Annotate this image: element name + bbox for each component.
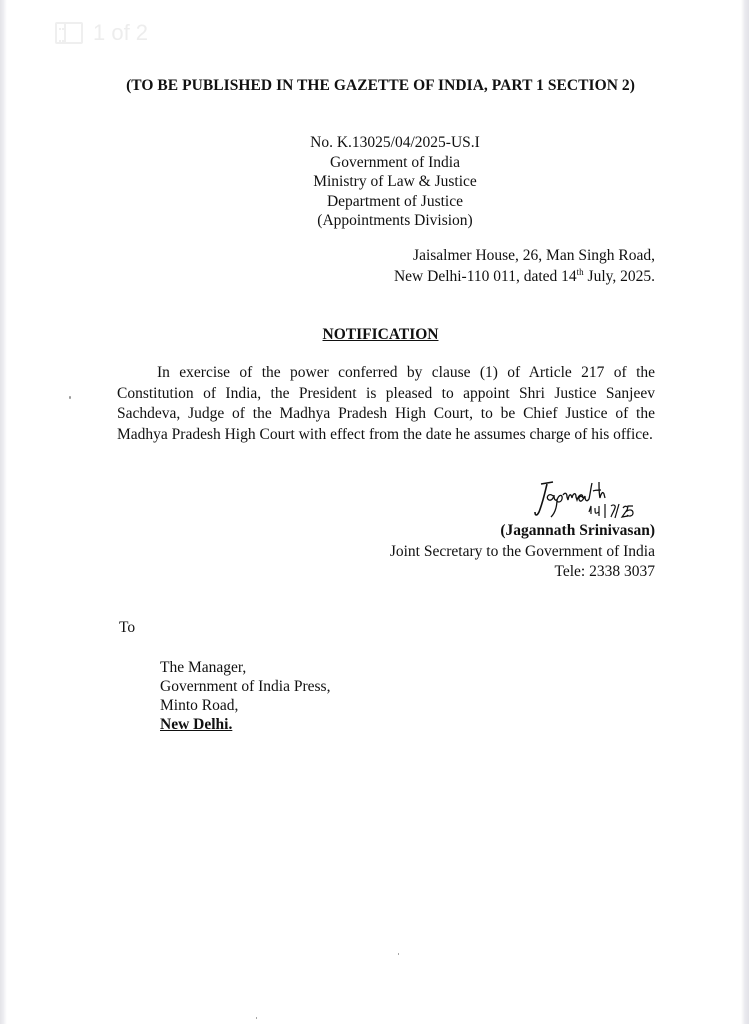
signature-icon — [533, 478, 653, 520]
recipient-city: New Delhi. — [160, 716, 233, 733]
address-line-2 — [394, 266, 655, 287]
signatory-designation: Joint Secretary to the Government of India — [389, 542, 655, 560]
recipient-block — [160, 658, 330, 734]
recipient-line-2: Government of India Press, — [160, 678, 331, 695]
scan-speck — [256, 1017, 257, 1019]
address-date-prefix: New Delhi-110 011, dated 14 — [393, 268, 577, 285]
division-name: (Appointments Division) — [317, 212, 473, 229]
handwritten-signature — [533, 478, 653, 520]
date-ordinal: th — [576, 267, 584, 277]
reference-number: No. K.13025/04/2025-US.I — [310, 134, 480, 151]
department-name: Department of Justice — [326, 192, 463, 210]
gazette-header: (TO BE PUBLISHED IN THE GAZETTE OF INDIA, PART 1 SECTION 2) — [126, 77, 635, 94]
to-label: To — [119, 619, 136, 636]
address-block — [394, 245, 655, 287]
page-count-label: 1 of 2 — [93, 20, 149, 45]
page-thumbnails-icon[interactable] — [55, 22, 83, 44]
ministry-name: Ministry of Law & Justice — [313, 173, 477, 190]
address-date-suffix: July, 2025. — [583, 268, 655, 285]
recipient-line-1: The Manager, — [160, 659, 247, 676]
viewer-edge-right — [741, 0, 749, 1024]
office-block — [270, 133, 520, 231]
notification-body: In exercise of the power conferred by clause (1) of Article 217 of the Constitution of India, the President is pleased to appoint Shri Justice Sanjeev Sachdeva, Judge of the Madhya Pradesh High Court, to be Chief Justice of the Madhya Pradesh High Court with effect from the date he assumes charge of his office. — [117, 364, 655, 443]
notification-title: NOTIFICATION — [322, 326, 439, 343]
signatory-block — [390, 521, 655, 583]
signatory-name: (Jagannath Srinivasan) — [500, 522, 655, 539]
government-name: Government of India — [330, 153, 460, 171]
scan-speck — [398, 953, 399, 955]
scan-speck — [69, 396, 71, 399]
signatory-phone: Tele: 2338 3037 — [554, 563, 655, 580]
page-indicator[interactable] — [55, 20, 148, 46]
address-line-1: Jaisalmer House, 26, Man Singh Road, — [413, 247, 655, 264]
viewer-edge-left — [0, 0, 7, 1024]
recipient-line-3: Minto Road, — [160, 697, 239, 714]
